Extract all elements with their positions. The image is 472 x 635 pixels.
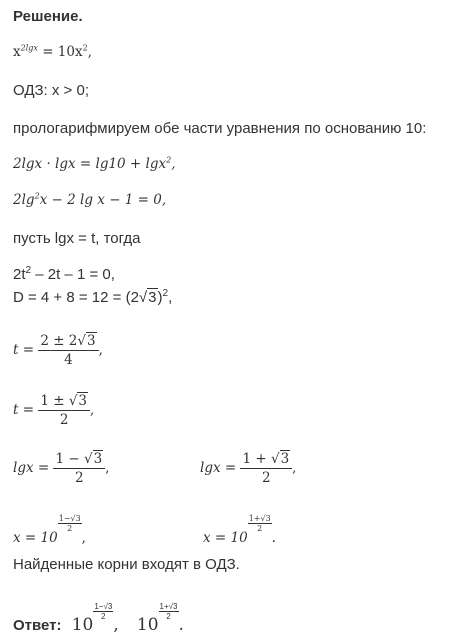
x2-tail: .	[271, 530, 276, 546]
answer-label: Ответ:	[13, 617, 62, 634]
eq1-exp: 2lgx	[20, 43, 38, 53]
x-root-2	[203, 514, 276, 546]
lg1-den: 2	[75, 470, 84, 486]
answer-separator: ,	[113, 615, 119, 635]
quad-exp: 2	[25, 265, 32, 276]
x2-exp-den: 2	[257, 524, 263, 533]
disc-radicand: 3	[148, 289, 157, 306]
t1-tail: ,	[98, 342, 103, 358]
t2-lhs: t =	[13, 402, 35, 418]
t-root-1	[13, 333, 103, 368]
t1-fraction: $\frac{2 \pm 2√3}{4}$	[38, 333, 98, 368]
lg2-fraction: $\frac{1 + √3}{2}$	[240, 451, 292, 486]
answer-tail: .	[178, 615, 184, 635]
substitution-line: пусть lgx = t, тогда	[13, 230, 141, 247]
lg1-radicand: 3	[93, 451, 103, 467]
eq1-tail: ,	[87, 44, 92, 60]
eq2-tail: ,	[171, 156, 176, 172]
conclusion-text: Найденные корни входят в ОДЗ.	[13, 556, 240, 573]
answer-exp2-num: 1+√3	[159, 602, 178, 611]
eq2-body: 2lgx · lgx = lg10 + lgx	[13, 156, 167, 172]
t1-lhs: t =	[13, 342, 35, 358]
x-root-1	[13, 514, 86, 546]
x1-exp-num: 1−√3	[58, 514, 81, 523]
answer-exp1-num: 1−√3	[94, 602, 113, 611]
x1-exponent	[58, 514, 82, 533]
lg2-tail: ,	[292, 460, 297, 476]
x2-exp-num: 1+√3	[248, 514, 271, 523]
eq2-exp: 2	[166, 155, 172, 165]
eq1-rhs: = 10x	[42, 44, 83, 60]
disc-exp: 2	[162, 288, 169, 299]
answer-exp2-den: 2	[166, 612, 171, 621]
t1-den: 4	[64, 352, 73, 368]
eq3-exp: 2	[34, 191, 40, 201]
lg-equation-1	[13, 451, 109, 486]
lg1-tail: ,	[105, 460, 110, 476]
t2-tail: ,	[90, 402, 95, 418]
x1-lhs: x = 10	[13, 530, 58, 546]
t2-radicand: 3	[78, 393, 88, 409]
lg1-fraction: $\frac{1 - √3}{2}$	[53, 451, 105, 486]
equation-2	[13, 156, 176, 172]
answer-exponent-2	[159, 602, 179, 621]
eq1-rhs-exp: 2	[82, 43, 88, 53]
disc-close: )	[157, 289, 163, 306]
quadratic-equation	[13, 266, 115, 283]
discriminant-line	[13, 289, 172, 306]
odz-line: ОДЗ: x > 0;	[13, 82, 89, 99]
x1-tail: ,	[81, 530, 86, 546]
x1-exp-den: 2	[67, 524, 73, 533]
answer-exponent-1	[93, 602, 113, 621]
lg-equation-2	[200, 451, 296, 486]
t2-den: 2	[59, 412, 69, 428]
logarithm-instruction: прологарифмируем обе части уравнения по основанию 10:	[13, 120, 427, 137]
answer-line	[13, 602, 184, 635]
disc-tail: ,	[168, 289, 173, 306]
lg2-lhs: lgx =	[200, 460, 237, 476]
answer-exp1-den: 2	[101, 612, 106, 621]
x2-lhs: x = 10	[203, 530, 248, 546]
t2-fraction: $\frac{1 \pm √3}{2}$	[38, 393, 90, 428]
t2-num: 1 ±	[40, 393, 69, 409]
eq3-part-a: 2lg	[13, 192, 35, 208]
disc-sqrt: √3	[138, 289, 157, 306]
lg2-radicand: 3	[280, 451, 290, 467]
quad-rest: – 2t – 1 = 0,	[31, 266, 115, 283]
lg2-num: 1 +	[242, 451, 271, 467]
x2-exponent	[248, 514, 272, 533]
eq1-base: x	[13, 44, 21, 60]
answer-base-2: 10	[136, 615, 159, 635]
t1-radicand: 3	[87, 333, 96, 349]
equation-3	[13, 192, 166, 208]
t-root-2	[13, 393, 94, 428]
lg2-den: 2	[262, 470, 271, 486]
lg1-lhs: lgx =	[13, 460, 50, 476]
equation-1	[13, 44, 92, 60]
solution-title: Решение.	[13, 8, 83, 25]
quad-lhs: 2t	[13, 266, 26, 283]
answer-base-1: 10	[71, 615, 94, 635]
disc-text: D = 4 + 8 = 12 = (2	[13, 289, 139, 306]
eq3-part-b: x − 2 lg x − 1 = 0,	[39, 192, 167, 208]
t1-num: 2 ± 2	[40, 333, 78, 349]
lg1-num: 1 −	[55, 451, 84, 467]
